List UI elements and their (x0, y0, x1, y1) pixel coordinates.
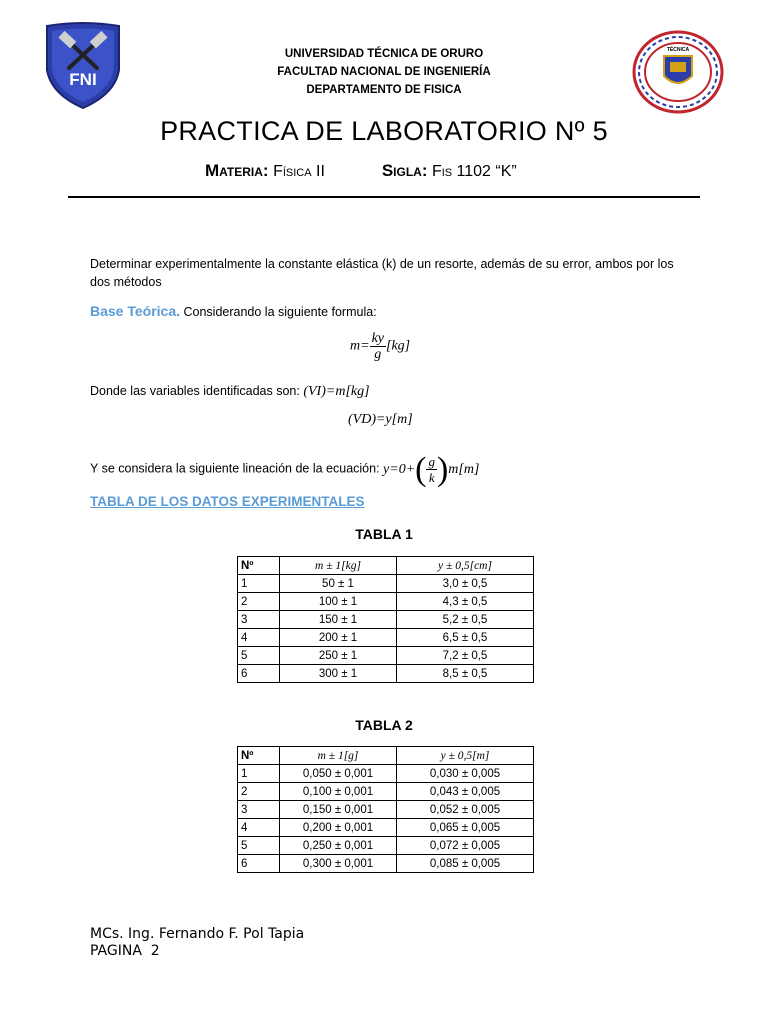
table-cell: 0,085 ± 0,005 (397, 855, 534, 873)
table-row (238, 765, 534, 783)
table-cell: 6,5 ± 0,5 (397, 629, 534, 647)
table-cell: 0,065 ± 0,005 (397, 819, 534, 837)
table-cell: 200 ± 1 (280, 629, 397, 647)
experimental-data-heading: TABLA DE LOS DATOS EXPERIMENTALES (90, 494, 365, 509)
table-row (238, 855, 534, 873)
subject-row (205, 161, 517, 181)
table-cell: 3 (238, 801, 280, 819)
table-row (238, 575, 534, 593)
table-cell: 5 (238, 647, 280, 665)
table-row (238, 629, 534, 647)
header-divider (68, 196, 700, 198)
table-cell: 300 ± 1 (280, 665, 397, 683)
table1-header-mass: m ± 1[kg] (280, 557, 397, 575)
linearization-formula: y=0+( $\frac{g}{k}$ )m[m] (383, 450, 480, 488)
table-cell: 1 (238, 575, 280, 593)
table-cell: 0,030 ± 0,005 (397, 765, 534, 783)
materia-label: Materia: (205, 161, 269, 180)
table-cell: 8,5 ± 0,5 (397, 665, 534, 683)
table-cell: 4 (238, 819, 280, 837)
table-cell: 0,072 ± 0,005 (397, 837, 534, 855)
table-cell: 0,052 ± 0,005 (397, 801, 534, 819)
base-teorica-paragraph (90, 302, 690, 321)
fni-logo-text: FNI (69, 70, 97, 89)
table-cell: 0,050 ± 0,001 (280, 765, 397, 783)
base-teorica-text: Considerando la siguiente formula: (180, 305, 377, 319)
page-title: PRACTICA DE LABORATORIO Nº 5 (160, 116, 608, 146)
table-cell: 0,250 ± 0,001 (280, 837, 397, 855)
table-row (238, 819, 534, 837)
seal-logo-text: TÉCNICA (666, 47, 690, 53)
table-cell: 0,150 ± 0,001 (280, 801, 397, 819)
table-cell: 100 ± 1 (280, 593, 397, 611)
table-row (238, 593, 534, 611)
table-row (238, 665, 534, 683)
table-cell: 1 (238, 765, 280, 783)
main-formula: m= $\frac{ky}{g}$ [kg] (350, 331, 411, 362)
table2 (237, 746, 534, 873)
table-row (238, 837, 534, 855)
table-cell: 150 ± 1 (280, 611, 397, 629)
table-cell: 2 (238, 593, 280, 611)
variables-paragraph (90, 382, 690, 401)
table-row (238, 783, 534, 801)
table-cell: 7,2 ± 0,5 (397, 647, 534, 665)
table-row (238, 647, 534, 665)
table-cell: 0,043 ± 0,005 (397, 783, 534, 801)
dependent-variable-formula: (VD)=y[m] (348, 412, 413, 427)
footer-author: MCs. Ing. Fernando F. Pol Tapia (90, 926, 305, 942)
table1-header-row (238, 557, 534, 575)
department-name: DEPARTAMENTO DE FISICA (306, 84, 462, 96)
table-cell: 0,100 ± 0,001 (280, 783, 397, 801)
sigla-label: Sigla: (381, 161, 428, 180)
table-cell: 6 (238, 665, 280, 683)
table-cell: 250 ± 1 (280, 647, 397, 665)
sigla-value: Fis 1102 “K” (431, 163, 517, 180)
table-cell: 0,300 ± 0,001 (280, 855, 397, 873)
materia-value: Física II (273, 163, 325, 180)
table-row (238, 801, 534, 819)
table-cell: 3,0 ± 0,5 (397, 575, 534, 593)
table-cell: 2 (238, 783, 280, 801)
table-cell: 6 (238, 855, 280, 873)
table-row (238, 611, 534, 629)
table-cell: 0,200 ± 0,001 (280, 819, 397, 837)
university-name: UNIVERSIDAD TÉCNICA DE ORURO (284, 48, 484, 60)
table1-header-elongation: y ± 0,5[cm] (397, 557, 534, 575)
table2-header-elongation: y ± 0,5[m] (397, 747, 534, 765)
table1-header-no: Nº (238, 557, 280, 575)
table1-title: TABLA 1 (355, 526, 413, 542)
table-cell: 4,3 ± 0,5 (397, 593, 534, 611)
table2-header-mass: m ± 1[g] (280, 747, 397, 765)
table2-header-row (238, 747, 534, 765)
table-cell: 5,2 ± 0,5 (397, 611, 534, 629)
table-cell: 5 (238, 837, 280, 855)
table1 (237, 556, 534, 683)
table-cell: 4 (238, 629, 280, 647)
independent-variable-formula: (VI)=m[kg] (303, 384, 370, 399)
linearization-paragraph (90, 450, 710, 488)
footer-page-number: PAGINA 2 (90, 943, 160, 959)
table-cell: 3 (238, 611, 280, 629)
table2-header-no: Nº (238, 747, 280, 765)
variables-text: Donde las variables identificadas son: (90, 384, 300, 398)
objective-paragraph: Determinar experimentalmente la constante elástica (k) de un resorte, además de su error, ambos por los dos métodos (90, 257, 674, 289)
table-cell: 50 ± 1 (280, 575, 397, 593)
table2-title: TABLA 2 (355, 717, 413, 733)
linearization-text: Y se considera la siguiente lineación de la ecuación: (90, 461, 380, 476)
faculty-name: FACULTAD NACIONAL DE INGENIERÍA (277, 66, 491, 78)
base-teorica-label: Base Teórica. (90, 303, 181, 319)
